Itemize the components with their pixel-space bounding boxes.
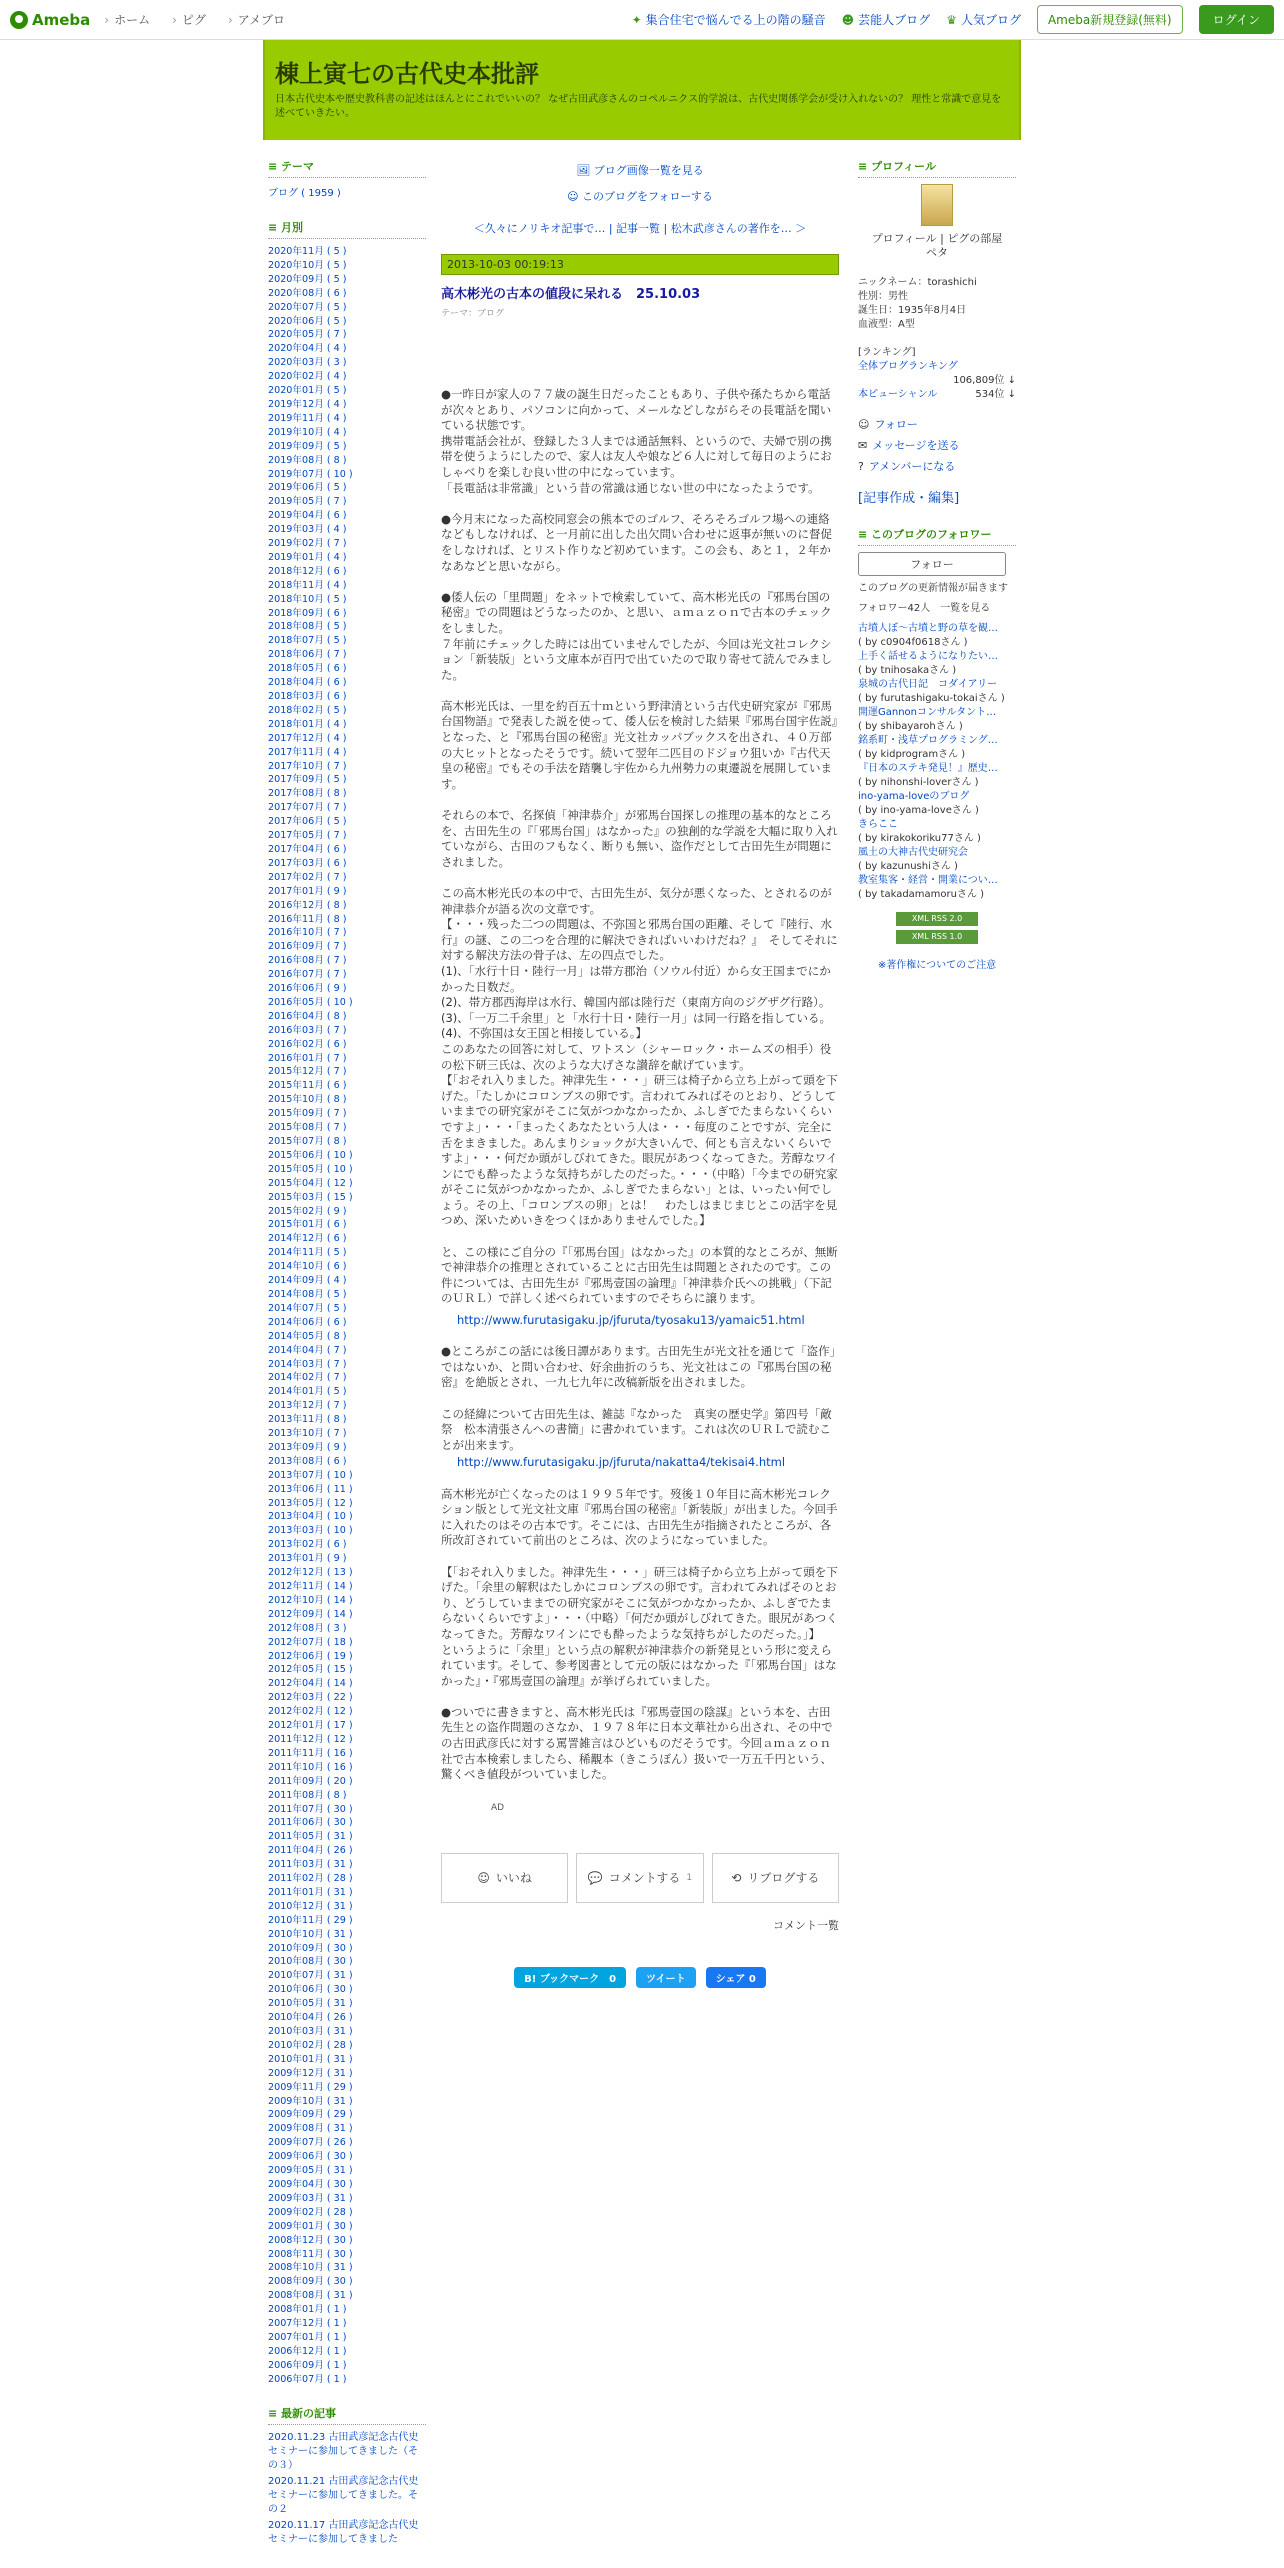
- month-heading: ≡ 月別: [268, 219, 426, 239]
- month-archive-item[interactable]: 2009年05月 ( 31 ): [268, 2165, 353, 2177]
- comment-label: コメントする: [608, 1871, 681, 1886]
- month-archive-item[interactable]: 2016年11月 ( 8 ): [268, 913, 347, 925]
- month-archive-item[interactable]: 2015年05月 ( 10 ): [268, 1163, 353, 1175]
- month-archive-item[interactable]: 2019年01月 ( 4 ): [268, 551, 347, 563]
- follower-owner: ( by ino-yama-loveさん ): [858, 805, 979, 816]
- month-archive-item[interactable]: 2017年01月 ( 9 ): [268, 885, 347, 897]
- month-archive-item[interactable]: 2009年07月 ( 26 ): [268, 2137, 353, 2149]
- month-archive-item[interactable]: 2017年03月 ( 6 ): [268, 857, 347, 869]
- follower-blog-link[interactable]: ino-yama-loveのブログ: [858, 791, 970, 802]
- top-links: [441, 158, 839, 210]
- month-archive-item[interactable]: 2019年05月 ( 7 ): [268, 496, 347, 508]
- month-archive-item[interactable]: 2011年06月 ( 30 ): [268, 1817, 353, 1829]
- month-archive-item[interactable]: 2014年02月 ( 7 ): [268, 1372, 347, 1384]
- month-archive-item[interactable]: 2017年04月 ( 6 ): [268, 843, 347, 855]
- month-archive-item[interactable]: 2013年03月 ( 10 ): [268, 1525, 353, 1537]
- entry-date: 2013-10-03 00:19:13: [441, 254, 839, 275]
- follower-blog-link[interactable]: きらここ: [858, 819, 898, 830]
- rss2-badge[interactable]: XML RSS 2.0: [896, 912, 978, 926]
- month-archive-item[interactable]: 2010年11月 ( 29 ): [268, 1914, 353, 1926]
- envelope-icon: ✉: [858, 439, 868, 452]
- month-archive-item[interactable]: 2019年04月 ( 6 ): [268, 510, 347, 522]
- entry-pager[interactable]: ＜久々にノリキオ記事で… | 記事一覧 | 松木武彦さんの著作を… ＞: [473, 222, 807, 235]
- month-archive-item[interactable]: 2013年02月 ( 6 ): [268, 1539, 347, 1551]
- month-archive-item[interactable]: 2015年06月 ( 10 ): [268, 1149, 353, 1161]
- like-label: いいね: [495, 1871, 532, 1886]
- month-archive-item[interactable]: 2011年11月 ( 16 ): [268, 1747, 353, 1759]
- profile-gender: 性別：男性: [858, 291, 908, 302]
- month-archive-item[interactable]: 2011年01月 ( 31 ): [268, 1886, 353, 1898]
- month-archive-item[interactable]: 2009年03月 ( 31 ): [268, 2192, 353, 2204]
- month-archive-item[interactable]: 2014年04月 ( 7 ): [268, 1344, 347, 1356]
- follow-blog-link[interactable]: [567, 190, 713, 203]
- month-archive-item[interactable]: 2016年04月 ( 8 ): [268, 1010, 347, 1022]
- month-archive-item[interactable]: 2017年07月 ( 7 ): [268, 802, 347, 814]
- profile-links[interactable]: プロフィール | ピグの部屋 ペタ: [871, 232, 1003, 259]
- month-archive-item[interactable]: 2018年11月 ( 4 ): [268, 579, 347, 591]
- month-archive-item[interactable]: 2012年05月 ( 15 ): [268, 1664, 353, 1676]
- month-archive-item[interactable]: 2014年03月 ( 7 ): [268, 1358, 347, 1370]
- month-archive-item[interactable]: 2014年08月 ( 5 ): [268, 1288, 347, 1300]
- month-archive-item[interactable]: 2009年01月 ( 30 ): [268, 2220, 353, 2232]
- image-list-label: ブログ画像一覧を見る: [593, 164, 704, 177]
- entry-url-2[interactable]: http://www.furutasigaku.jp/jfuruta/nakatta4/tekisai4.html: [457, 1455, 786, 1470]
- sparkle-icon: ✦: [631, 13, 642, 27]
- promo-link[interactable]: [632, 11, 826, 28]
- question-icon: ?: [858, 460, 864, 473]
- month-archive-item[interactable]: 2013年04月 ( 10 ): [268, 1511, 353, 1523]
- month-archive-list: [268, 245, 426, 2387]
- ranking-overall-link[interactable]: 全体ブログランキング: [858, 361, 958, 372]
- month-archive-item[interactable]: 2013年05月 ( 12 ): [268, 1497, 353, 1509]
- nav-home[interactable]: › ホーム: [104, 11, 150, 28]
- follower-owner: ( by kirakokoriku77さん ): [858, 833, 981, 844]
- month-archive-item[interactable]: 2011年08月 ( 8 ): [268, 1789, 347, 1801]
- month-archive-item[interactable]: 2016年12月 ( 8 ): [268, 899, 347, 911]
- entry-actions: [441, 1853, 839, 1903]
- month-archive-item[interactable]: 2019年11月 ( 4 ): [268, 412, 347, 424]
- month-archive-item[interactable]: 2013年10月 ( 7 ): [268, 1428, 347, 1440]
- follower-owner: ( by furutashigaku-tokaiさん ): [858, 693, 1005, 704]
- month-archive-item[interactable]: 2020年11月 ( 5 ): [268, 246, 347, 257]
- month-archive-item[interactable]: 2013年11月 ( 8 ): [268, 1414, 347, 1426]
- logo-text: Ameba: [32, 10, 91, 29]
- speech-bubble-icon: 💬: [587, 1870, 603, 1885]
- month-archive-item[interactable]: 2017年02月 ( 7 ): [268, 871, 347, 883]
- month-archive-item[interactable]: 2016年05月 ( 10 ): [268, 996, 353, 1008]
- follower-blog-link[interactable]: 開運Gannonコンサルタント…: [858, 707, 997, 718]
- copyright-notice[interactable]: [858, 956, 1016, 971]
- month-archive-item[interactable]: 2009年09月 ( 29 ): [268, 2109, 353, 2121]
- theme-item-blog[interactable]: ブログ ( 1959 ): [268, 188, 341, 199]
- month-archive-item[interactable]: 2018年07月 ( 5 ): [268, 635, 347, 647]
- month-archive-item[interactable]: 2010年09月 ( 30 ): [268, 1942, 353, 1954]
- reblog-label: リブログする: [747, 1871, 820, 1886]
- month-archive-item[interactable]: 2015年09月 ( 7 ): [268, 1108, 347, 1120]
- month-archive-item[interactable]: 2010年10月 ( 31 ): [268, 1928, 353, 1940]
- month-archive-item[interactable]: 2020年01月 ( 5 ): [268, 385, 347, 397]
- month-archive-item[interactable]: 2015年04月 ( 12 ): [268, 1177, 353, 1189]
- follower-blog-link[interactable]: 『日本のステキ発見！』歴史…: [858, 763, 998, 774]
- global-nav: [104, 11, 285, 28]
- month-archive-item[interactable]: 2012年10月 ( 14 ): [268, 1594, 353, 1606]
- month-archive-item[interactable]: 2020年05月 ( 7 ): [268, 329, 347, 341]
- crown-icon: ♛: [946, 13, 957, 27]
- month-archive-item[interactable]: 2020年10月 ( 5 ): [268, 259, 347, 271]
- ad-label: AD: [491, 1802, 505, 1813]
- month-archive-item[interactable]: 2016年10月 ( 7 ): [268, 927, 347, 939]
- month-archive-item[interactable]: 2010年07月 ( 31 ): [268, 1970, 353, 1982]
- header-right: [632, 5, 1274, 34]
- month-archive-item[interactable]: 2009年04月 ( 30 ): [268, 2178, 353, 2190]
- month-archive-item[interactable]: 2017年09月 ( 5 ): [268, 774, 347, 786]
- month-archive-item[interactable]: 2014年05月 ( 8 ): [268, 1330, 347, 1342]
- entry-paragraph: ●ついでに書きますと、高木彬光氏は『邪馬壹国の陰謀』という本を、古田先生との盗作問題のさなか、１９７８年に日本文華社から出され、その中での古田武彦氏に対する罵詈雑言はひどいものだそうです。今回ａｍａｚｏｎ社で古本検索しましたら、稀覯本（きこうぼん）扱いで一万五千円という、驚くべき値段がついていました。: [441, 1704, 833, 1782]
- theme-heading: ≡ テーマ: [268, 158, 426, 178]
- latest-entry-2[interactable]: 2020.11.21 古田武彦記念古代史セミナーに参加してきました。その２: [268, 2475, 419, 2515]
- month-archive-item[interactable]: 2015年03月 ( 15 ): [268, 1191, 353, 1203]
- comment-count: 1: [686, 1872, 693, 1883]
- month-archive-item[interactable]: 2012年01月 ( 17 ): [268, 1720, 353, 1732]
- month-archive-item[interactable]: 2006年09月 ( 1 ): [268, 2359, 347, 2371]
- month-archive-item[interactable]: 2008年11月 ( 30 ): [268, 2248, 353, 2260]
- month-archive-item[interactable]: 2018年01月 ( 4 ): [268, 718, 347, 730]
- month-archive-item[interactable]: 2014年01月 ( 5 ): [268, 1386, 347, 1398]
- month-archive-item[interactable]: 2010年01月 ( 31 ): [268, 2053, 353, 2065]
- entry-paragraph: それらの本で、名探偵「神津恭介」が邪馬台国探しの推理の基本的なところを、古田先生の『「邪馬台国」はなかった』の独創的な学説を大幅に取り入れていながら、古田のフもなく、断りも無い、盗作だとして古田先生が問題にされました。: [441, 808, 838, 869]
- month-archive-item[interactable]: 2014年09月 ( 4 ): [268, 1275, 347, 1287]
- entry-paragraph: 高木彬光が亡くなったのは１９９５年です。歿後１０年目に高木彬光コレクション版として光文社文庫『邪馬台国の秘密』「新装版」が出ました。今回手に入れたのはその古本です。そこには、古田先生が指摘されたところが、各所改訂されていて前出のところは、次のようになっていました。: [441, 1486, 838, 1548]
- month-archive-item[interactable]: 2020年03月 ( 3 ): [268, 357, 347, 369]
- nav-pigg[interactable]: › ピグ: [172, 11, 206, 28]
- facebook-share-button[interactable]: シェア 0: [706, 1967, 766, 1988]
- month-archive-item[interactable]: 2019年03月 ( 4 ): [268, 524, 347, 536]
- entry-url-link[interactable]: [441, 1455, 839, 1471]
- follow-button[interactable]: フォロー: [858, 552, 1006, 576]
- month-archive-item[interactable]: 2014年11月 ( 5 ): [268, 1247, 347, 1259]
- month-archive-item[interactable]: 2018年09月 ( 6 ): [268, 607, 347, 619]
- main-column: [441, 158, 839, 1988]
- month-archive-item[interactable]: 2010年08月 ( 30 ): [268, 1956, 353, 1968]
- month-archive-item[interactable]: 2020年04月 ( 4 ): [268, 343, 347, 355]
- month-archive-item[interactable]: 2010年02月 ( 28 ): [268, 2039, 353, 2051]
- month-archive-item[interactable]: 2014年10月 ( 6 ): [268, 1261, 347, 1273]
- month-archive-item[interactable]: 2017年08月 ( 8 ): [268, 788, 347, 800]
- global-header: [0, 0, 1284, 40]
- month-archive-item[interactable]: 2014年07月 ( 5 ): [268, 1302, 347, 1314]
- follower-owner: ( by kazunushiさん ): [858, 861, 958, 872]
- month-archive-item[interactable]: 2011年04月 ( 26 ): [268, 1845, 353, 1857]
- month-archive-item[interactable]: 2018年02月 ( 5 ): [268, 704, 347, 716]
- promo-link-label: 集合住宅で悩んでる上の階の騒音: [645, 13, 826, 27]
- month-archive-item[interactable]: 2018年05月 ( 6 ): [268, 663, 347, 675]
- month-archive-item[interactable]: 2018年03月 ( 6 ): [268, 691, 347, 702]
- image-icon: 🖼: [576, 164, 594, 177]
- month-archive-item[interactable]: 2010年05月 ( 31 ): [268, 1998, 353, 2010]
- follower-blog-link[interactable]: 風土の大神古代史研究会: [858, 847, 968, 858]
- month-archive-item[interactable]: 2019年06月 ( 5 ): [268, 482, 347, 494]
- ranking-genre-link[interactable]: 本ピューシャンル: [858, 389, 938, 400]
- month-archive-item[interactable]: 2017年11月 ( 4 ): [268, 746, 347, 758]
- ranking-genre-value: 534位 ↓: [975, 389, 1016, 400]
- entry-paragraph: この高木彬光氏の本の中で、古田先生が、気分が悪くなった、とされるのが神津恭介が語る次の文章です。 【・・・残った二つの問題は、不弥国と邪馬台国の距離、そして『陸行、水行』の謎、この二つを合理的に解決できればいいわけだね？』 そしてそれに対する解決方法の骨子は、左の四点でした。 (1)、「水行十日・陸行一月」は帯方郡治（ソウル付近）から女王国までにかかった日数だ。 (2)、帯方郡西海岸は水行、韓国内部は陸行だ（東南方向のジグザグ行路）。 (3)、「一万二千余里」と「水行十日・陸行一月」は同一行路を指している。 (4)、不弥国は女王国と相接している。】 このあなたの回答に対して、ワトスン（シャーロック・ホームズの相手）役の松下研三氏は、次のような大げさな讃辞を献げています。 【「おそれ入りました。神津先生・・・」研三は椅子から立ち上がって頭を下げた。「たしかにコロンブスの卵です。言われてみればそのとおり、どうしていままでの研究家がそこに気がつかなかったか、ふしぎでたまらないくらいですよ」・・・「まったくあなたという人は・・・毎度のことですが、完全に舌をまきました。あんまりショックが大きいんで、何とも言えないくらいですよ」・・・何だか頭がしびれてきた。眼尻があつくなってきた。芳醇なワインにでも酔ったような気持ちがしたのだった。・・・（中略）「今までの研究家がそこに気がつかなかったか、ふしぎでたまらない」とは、いったい何でしょう。その上、「コロンブスの卵」とは！ わたしはまじまじとこの活字を見つめ、深いためいきをつくほかありませんでした。】: [441, 886, 838, 1228]
- follower-owner: ( by c0904f0618さん ): [858, 637, 968, 648]
- month-archive-item[interactable]: 2016年06月 ( 9 ): [268, 983, 347, 995]
- month-archive-item[interactable]: 2009年10月 ( 31 ): [268, 2095, 353, 2107]
- month-archive-item[interactable]: 2007年12月 ( 1 ): [268, 2318, 347, 2330]
- month-archive-item[interactable]: 2015年10月 ( 8 ): [268, 1094, 347, 1106]
- month-archive-item[interactable]: 2017年10月 ( 7 ): [268, 760, 347, 772]
- right-sidebar: [858, 158, 1016, 971]
- month-archive-item[interactable]: 2014年12月 ( 6 ): [268, 1233, 347, 1245]
- month-archive-item[interactable]: 2016年07月 ( 7 ): [268, 969, 347, 981]
- month-archive-item[interactable]: 2013年07月 ( 10 ): [268, 1469, 353, 1481]
- month-archive-item[interactable]: 2011年07月 ( 30 ): [268, 1803, 353, 1815]
- month-archive-item[interactable]: 2010年12月 ( 31 ): [268, 1900, 353, 1912]
- month-archive-item[interactable]: 2013年01月 ( 9 ): [268, 1553, 347, 1565]
- entry-paragraph: ●倭人伝の「里問題」をネットで検索していて、高木彬光氏の『邪馬台国の秘密』での問題はどうなったのか、と思い、ａｍａｚｏｎで古本のチェックをしました。 ７年前にチェックした時には出ていませんでしたが、今回は光文社コレクション「新装版」という文庫本が百円で出ていたので取り寄せて読んでみました。: [441, 589, 832, 682]
- month-archive-item[interactable]: 2008年01月 ( 1 ): [268, 2304, 347, 2316]
- follower-blog-link[interactable]: 泉城の古代日記 コダイアリー: [858, 679, 998, 690]
- entry-paragraph: と、この様にご自分の『「邪馬台国」はなかった』の本質的なところが、無断で神津恭介の推理とされていることに古田先生は問題とされたのです。この件については、古田先生が『邪馬壹国の論理』「神津恭介氏への挑戦」（下記のＵＲＬ）で詳しく述べられていますのでそちらに譲ります。: [441, 1244, 838, 1306]
- month-archive-item[interactable]: 2012年02月 ( 12 ): [268, 1706, 353, 1718]
- month-archive-item[interactable]: 2009年12月 ( 31 ): [268, 2067, 353, 2079]
- month-archive-item[interactable]: 2016年01月 ( 7 ): [268, 1052, 347, 1064]
- profile-actions: [858, 414, 1016, 477]
- month-archive-item[interactable]: 2015年01月 ( 6 ): [268, 1219, 347, 1231]
- month-archive-item[interactable]: 2008年08月 ( 31 ): [268, 2290, 353, 2302]
- month-archive-item[interactable]: 2016年09月 ( 7 ): [268, 941, 347, 953]
- month-archive-item[interactable]: 2013年09月 ( 9 ): [268, 1441, 347, 1453]
- hatena-bookmark-button[interactable]: B! ブックマーク 0: [514, 1967, 626, 1988]
- month-archive-item[interactable]: 2011年05月 ( 31 ): [268, 1831, 353, 1843]
- month-archive-item[interactable]: 2019年02月 ( 7 ): [268, 538, 347, 550]
- tweet-button[interactable]: ツイート: [636, 1967, 696, 1988]
- entry-paragraph: 【「おそれ入りました。神津先生・・・」研三は椅子から立ち上がって頭を下げた。「余里の解釈はたしかにコロンブスの卵です。言われてみればそのとおり、どうしていままでの研究家がそこに気がつかなかったか、ふしぎでたまらないくらいですよ」・・・（中略）「何だか頭がしびれてきた。眼尻があつくなってきた。芳醇なワインにでも酔ったような気持ちがしたのだった。」】 というように「余里」という点の解釈が神津恭介の新発見という形に変えられています。そして、参考図書として元の版にはなかった『「邪馬台国」はなかった』・『邪馬壹国の論理』が挙げられていました。: [441, 1564, 838, 1688]
- ranking-overall-value: 106,809位 ↓: [953, 375, 1016, 386]
- comment-list-link[interactable]: コメント一覧: [773, 1918, 839, 1932]
- reblog-button[interactable]: [712, 1853, 839, 1903]
- entry-url-link[interactable]: [441, 1313, 839, 1329]
- entry-title[interactable]: 高木彬光の古本の値段に呆れる 25.10.03: [441, 287, 701, 302]
- follow-icon: ☺: [567, 190, 583, 203]
- month-archive-item[interactable]: 2011年03月 ( 31 ): [268, 1859, 353, 1871]
- month-archive-item[interactable]: 2012年09月 ( 14 ): [268, 1608, 353, 1620]
- profile-birthday: 誕生日：1935年8月4日: [858, 305, 967, 316]
- month-archive-item[interactable]: 2020年06月 ( 5 ): [268, 315, 347, 327]
- rss1-badge[interactable]: XML RSS 1.0: [896, 930, 978, 944]
- month-archive-item[interactable]: 2017年05月 ( 7 ): [268, 830, 347, 842]
- month-archive-item[interactable]: 2018年10月 ( 5 ): [268, 593, 347, 605]
- image-list-link[interactable]: [576, 164, 703, 177]
- follower-owner: ( by tnihosakaさん ): [858, 665, 957, 676]
- month-archive-item[interactable]: 2012年03月 ( 22 ): [268, 1692, 353, 1704]
- entry-url-1[interactable]: http://www.furutasigaku.jp/jfuruta/tyosaku13/yamaic51.html: [457, 1313, 805, 1328]
- follower-list: [858, 622, 1016, 902]
- register-button[interactable]: Ameba新規登録(無料): [1037, 5, 1183, 34]
- month-archive-item[interactable]: 2006年07月 ( 1 ): [268, 2373, 347, 2385]
- follow-blog-label: このブログをフォローする: [582, 190, 713, 203]
- avatar[interactable]: [921, 184, 953, 226]
- month-archive-item[interactable]: 2007年01月 ( 1 ): [268, 2331, 347, 2343]
- followers-heading: ≡ このブログのフォロワー: [858, 526, 1016, 546]
- month-archive-item[interactable]: 2015年02月 ( 9 ): [268, 1205, 347, 1217]
- month-archive-item[interactable]: 2006年12月 ( 1 ): [268, 2345, 347, 2357]
- month-archive-item[interactable]: 2012年04月 ( 14 ): [268, 1678, 353, 1690]
- share-buttons: [441, 1967, 839, 1988]
- follower-owner: ( by takadamamoruさん ): [858, 889, 985, 900]
- month-archive-item[interactable]: 2015年08月 ( 7 ): [268, 1122, 347, 1134]
- edit-entry-label[interactable]: [記事作成・編集]: [858, 491, 960, 506]
- entry-theme[interactable]: テーマ：ブログ: [441, 309, 505, 319]
- month-archive-item[interactable]: 2020年07月 ( 5 ): [268, 301, 347, 313]
- reblog-icon: ⟲: [731, 1870, 742, 1885]
- nav-ameblo[interactable]: › アメブロ: [228, 11, 285, 28]
- month-archive-item[interactable]: 2019年08月 ( 8 ): [268, 454, 347, 466]
- month-archive-item[interactable]: 2016年02月 ( 6 ): [268, 1038, 347, 1050]
- follower-blog-link[interactable]: 古墳人ぼ～古墳と野の草を観…: [858, 623, 998, 634]
- month-archive-item[interactable]: 2012年07月 ( 18 ): [268, 1636, 353, 1648]
- entry-paragraph: ●今月末になった高校同窓会の熊本でのゴルフ、そろそろゴルフ場への連絡などもしなければ、と一月前に出した出欠問い合わせに返事が無いのに督促をしなければ、とリスト作りなど初めています。この会も、あと１，２年かなあなどと思いながら。: [441, 511, 832, 573]
- month-archive-item[interactable]: 2012年08月 ( 3 ): [268, 1622, 347, 1634]
- month-archive-item[interactable]: 2020年09月 ( 5 ): [268, 273, 347, 285]
- month-archive-item[interactable]: 2018年06月 ( 7 ): [268, 649, 347, 661]
- month-archive-item[interactable]: 2020年02月 ( 4 ): [268, 371, 347, 383]
- profile-nickname: ニックネーム：torashichi: [858, 277, 977, 288]
- follower-owner: ( by kidprogramさん ): [858, 749, 966, 760]
- follower-blog-link[interactable]: 上手く話せるようになりたい…: [858, 651, 998, 662]
- month-archive-item[interactable]: 2008年09月 ( 30 ): [268, 2276, 353, 2288]
- left-sidebar: [268, 158, 426, 2549]
- month-archive-item[interactable]: 2011年09月 ( 20 ): [268, 1775, 353, 1787]
- entry-body: [441, 387, 839, 1783]
- followers-note: このブログの更新情報が届きます: [858, 583, 1008, 594]
- like-button[interactable]: [441, 1853, 568, 1903]
- month-archive-item[interactable]: 2009年08月 ( 31 ): [268, 2123, 353, 2135]
- smile-icon: ☺: [477, 1870, 490, 1885]
- month-archive-item[interactable]: 2020年08月 ( 6 ): [268, 287, 347, 299]
- follower-blog-link[interactable]: 教室集客・経営・開業につい…: [858, 875, 998, 886]
- month-archive-item[interactable]: 2012年06月 ( 19 ): [268, 1650, 353, 1662]
- copyright-link[interactable]: ※著作権についてのご注意: [877, 960, 997, 971]
- ranking: [858, 346, 1016, 402]
- month-archive-item[interactable]: 2015年12月 ( 7 ): [268, 1066, 347, 1078]
- latest-heading: ≡ 最新の記事: [268, 2405, 426, 2425]
- month-archive-item[interactable]: 2016年08月 ( 7 ): [268, 955, 347, 967]
- latest-entries: [268, 2431, 426, 2547]
- message-link[interactable]: メッセージを送る: [872, 439, 960, 452]
- month-archive-item[interactable]: 2008年10月 ( 31 ): [268, 2262, 353, 2274]
- entry-paragraph: この経緯について古田先生は、雑誌『なかった 真実の歴史学』第四号「敵祭 松本清張さんへの書簡」に書かれています。これは次のＵＲＬで読むことが出来ます。: [441, 1406, 832, 1452]
- month-archive-item[interactable]: 2018年12月 ( 6 ): [268, 565, 347, 577]
- month-archive-item[interactable]: 2012年11月 ( 14 ): [268, 1581, 353, 1592]
- blog-header: [263, 40, 1021, 140]
- login-button[interactable]: ログイン: [1199, 5, 1274, 34]
- follow-icon: ☺: [858, 418, 870, 431]
- month-archive-item[interactable]: 2015年07月 ( 8 ): [268, 1136, 347, 1147]
- profile-heading: ≡ プロフィール: [858, 158, 1016, 178]
- popular-blog-label: 人気ブログ: [960, 13, 1021, 27]
- popular-blog-link[interactable]: [946, 11, 1021, 28]
- entry-paragraph: 高木彬光氏は、一里を約百五十ｍという野津清という古代史研究家が『邪馬台国物語』で発表した説を使って、倭人伝を検討した結果『邪馬台国宇佐説』となった、と『邪馬台国の秘密』光文社カッパブックスを出され、４０万部の大ヒットとなったそうです。続いて翌年二匹目のドジョウ狙いか『古代天皇の秘密』でもその手法を踏襲し宇佐から九州勢力の東遷説を展開しています。: [441, 698, 838, 791]
- month-archive-item[interactable]: 2014年06月 ( 6 ): [268, 1316, 347, 1328]
- ameba-logo[interactable]: [10, 11, 90, 29]
- month-archive-item[interactable]: 2017年12月 ( 4 ): [268, 732, 347, 744]
- month-archive-item[interactable]: 2009年02月 ( 28 ): [268, 2206, 353, 2218]
- celebrity-blog-link[interactable]: [842, 11, 931, 28]
- month-archive-item[interactable]: 2018年08月 ( 5 ): [268, 621, 347, 633]
- comment-button[interactable]: [576, 1853, 703, 1903]
- ranking-label: [ランキング]: [858, 347, 916, 358]
- followers-count[interactable]: フォロワー42人 一覧を見る: [858, 603, 991, 614]
- member-link[interactable]: アメンバーになる: [868, 460, 956, 473]
- entry-paragraph: ●ところがこの話には後日譚があります。古田先生が光文社を通じて「盗作」ではないか、と問い合わせ、好余曲折のうち、光文社はこの『邪馬台国の秘密』を絶版とされ、一九七九年に改稿新版を出されました。: [441, 1344, 836, 1390]
- month-archive-item[interactable]: 2019年07月 ( 10 ): [268, 468, 353, 480]
- month-archive-item[interactable]: 2010年06月 ( 30 ): [268, 1984, 353, 1996]
- month-archive-item[interactable]: 2010年04月 ( 26 ): [268, 2012, 353, 2024]
- follower-blog-link[interactable]: 銘系町・浅草プログラミング…: [858, 735, 998, 746]
- month-archive-item[interactable]: 2019年12月 ( 4 ): [268, 398, 347, 410]
- latest-entry-3[interactable]: 2020.11.17 古田武彦記念古代史セミナーに参加してきました: [268, 2519, 419, 2545]
- month-archive-item[interactable]: 2017年06月 ( 5 ): [268, 816, 347, 828]
- month-archive-item[interactable]: 2019年10月 ( 4 ): [268, 426, 347, 438]
- celebrity-blog-label: 芸能人ブログ: [858, 13, 931, 27]
- blog-title[interactable]: 棟上寅七の古代史本批評: [275, 60, 539, 88]
- month-archive-item[interactable]: 2019年09月 ( 5 ): [268, 440, 347, 452]
- month-archive-item[interactable]: 2011年12月 ( 12 ): [268, 1733, 353, 1745]
- month-archive-item[interactable]: 2011年10月 ( 16 ): [268, 1761, 353, 1773]
- latest-entry-1[interactable]: 2020.11.23 古田武彦記念古代史セミナーに参加してきました（その３）: [268, 2431, 419, 2471]
- blog-description: 日本古代史本や歴史教科書の記述はほんとにこれでいいの？ なぜ古田武彦さんのコペルニクス的学説は、古代史関係学会が受け入れないの？ 理性と常識で意見を述べていきたい。: [275, 94, 1002, 119]
- month-archive-item[interactable]: 2009年06月 ( 30 ): [268, 2151, 353, 2163]
- month-archive-item[interactable]: 2010年03月 ( 31 ): [268, 2026, 353, 2037]
- month-archive-item[interactable]: 2013年08月 ( 6 ): [268, 1455, 347, 1467]
- follower-owner: ( by nihonshi-loverさん ): [858, 777, 979, 788]
- month-archive-item[interactable]: 2009年11月 ( 29 ): [268, 2081, 353, 2093]
- month-archive-item[interactable]: 2016年03月 ( 7 ): [268, 1024, 347, 1036]
- profile-blood: 血液型：A型: [858, 319, 915, 330]
- entry-paragraph: ●一昨日が家人の７７歳の誕生日だったこともあり、子供や孫たちから電話が次々とあり、パソコンに向かって、メールなどしながらその長電話を聞いている状態です。 携帯電話会社が、登録した３人までは通話無料、というので、夫婦で別の携帯を使うようにしたので、家人は友人や娘など６人に対して毎日のようにおしゃべりを楽しむ良い世の中になっています。 「長電話は非常識」という昔の常識は通じない世の中になったようです。: [441, 387, 832, 495]
- month-archive-item[interactable]: 2013年06月 ( 11 ): [268, 1483, 353, 1495]
- follower-owner: ( by shibayarohさん ): [858, 721, 963, 732]
- month-archive-item[interactable]: 2011年02月 ( 28 ): [268, 1873, 353, 1885]
- month-archive-item[interactable]: 2018年04月 ( 6 ): [268, 677, 347, 689]
- person-icon: ☻: [841, 13, 855, 27]
- month-archive-item[interactable]: 2008年12月 ( 30 ): [268, 2234, 353, 2246]
- month-archive-item[interactable]: 2015年11月 ( 6 ): [268, 1080, 347, 1092]
- month-archive-item[interactable]: 2013年12月 ( 7 ): [268, 1400, 347, 1412]
- edit-entry-link[interactable]: [858, 487, 1016, 506]
- month-archive-item[interactable]: 2012年12月 ( 13 ): [268, 1567, 353, 1579]
- follow-link[interactable]: フォロー: [874, 418, 918, 431]
- ameba-logo-icon: [10, 11, 28, 29]
